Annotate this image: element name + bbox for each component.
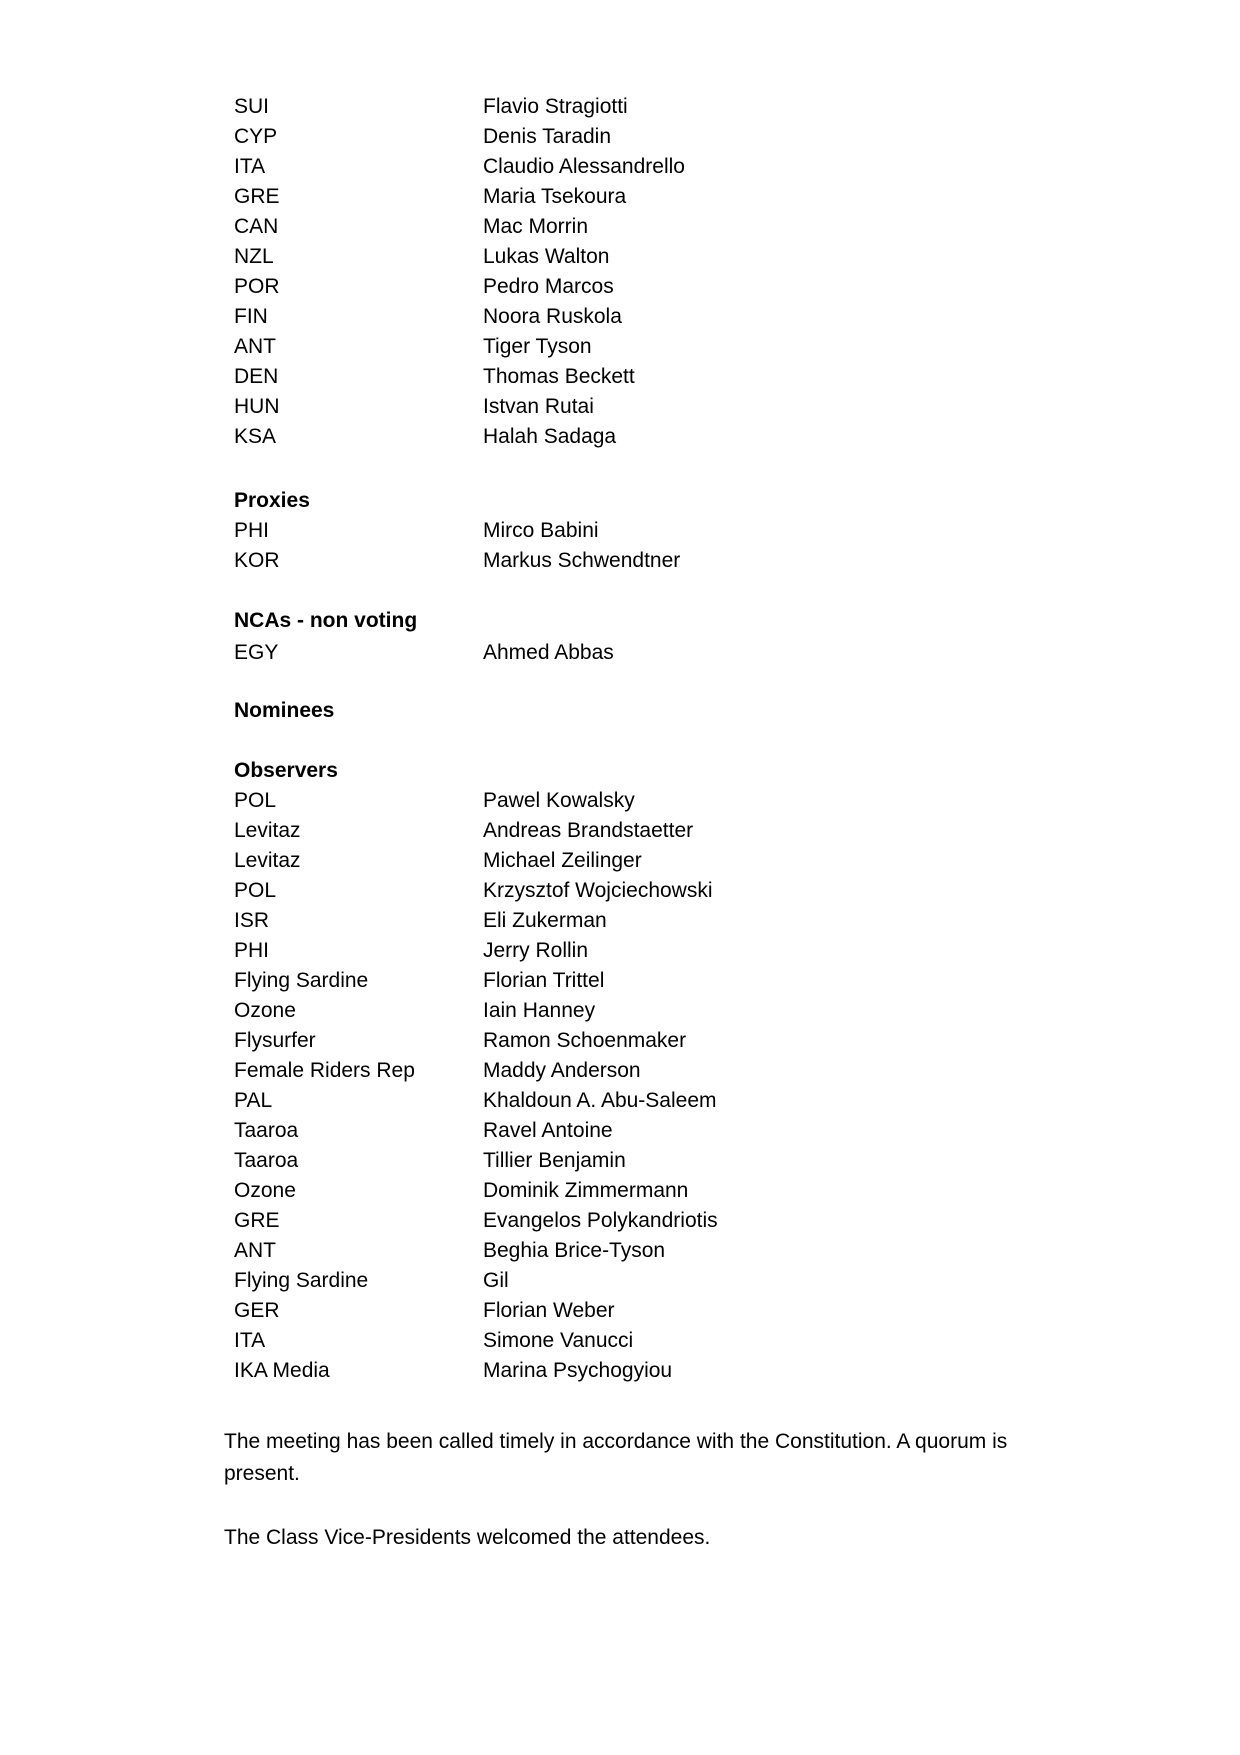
organization: ANT: [234, 1239, 276, 1262]
person-name: Evangelos Polykandriotis: [483, 1209, 718, 1232]
person-name: Khaldoun A. Abu-Saleem: [483, 1089, 717, 1112]
person-name: Krzysztof Wojciechowski: [483, 879, 713, 902]
person-name: Pawel Kowalsky: [483, 789, 635, 812]
list-item: [234, 422, 1034, 452]
list-item: [234, 1356, 1034, 1386]
country-code: KOR: [234, 549, 280, 572]
list-item: [234, 302, 1034, 332]
list-item: [234, 272, 1034, 302]
person-name: Mirco Babini: [483, 519, 599, 542]
list-item: [234, 152, 1034, 182]
list-item: [234, 1296, 1034, 1326]
organization: Ozone: [234, 1179, 296, 1202]
person-name: Gil: [483, 1269, 509, 1292]
person-name: Tiger Tyson: [483, 335, 592, 358]
proxies-list: [234, 516, 1034, 576]
country-code: NZL: [234, 245, 274, 268]
organization: Ozone: [234, 999, 296, 1022]
ncas-list: [234, 638, 1034, 668]
person-name: Marina Psychogyiou: [483, 1359, 673, 1382]
person-name: Markus Schwendtner: [483, 549, 681, 572]
person-name: Eli Zukerman: [483, 909, 607, 932]
country-code: GRE: [234, 185, 280, 208]
person-name: Dominik Zimmermann: [483, 1179, 689, 1202]
person-name: Simone Vanucci: [483, 1329, 634, 1352]
organization: Levitaz: [234, 849, 301, 872]
list-item: [234, 1176, 1034, 1206]
list-item: [234, 638, 1034, 668]
list-item: [234, 362, 1034, 392]
organization: ITA: [234, 1329, 266, 1352]
list-item: [234, 1326, 1034, 1356]
person-name: Maria Tsekoura: [483, 185, 627, 208]
organization: Levitaz: [234, 819, 301, 842]
organization: POL: [234, 879, 277, 902]
person-name: Ravel Antoine: [483, 1119, 613, 1142]
person-name: Jerry Rollin: [483, 939, 589, 962]
list-item: [234, 242, 1034, 272]
country-code: PHI: [234, 519, 270, 542]
nominees-heading: Nominees: [234, 699, 335, 722]
list-item: [234, 392, 1034, 422]
proxies-heading: Proxies: [234, 489, 310, 512]
person-name: Lukas Walton: [483, 245, 610, 268]
country-code: SUI: [234, 95, 270, 118]
list-item: [234, 966, 1034, 996]
list-item: [234, 516, 1034, 546]
organization: Taaroa: [234, 1119, 299, 1142]
person-name: Andreas Brandstaetter: [483, 819, 694, 842]
organization: GER: [234, 1299, 280, 1322]
person-name: Ahmed Abbas: [483, 641, 614, 664]
organization: Flying Sardine: [234, 1269, 369, 1292]
welcome-paragraph: The Class Vice-Presidents welcomed the attendees.: [224, 1526, 711, 1549]
country-code: EGY: [234, 641, 279, 664]
person-name: Claudio Alessandrello: [483, 155, 685, 178]
organization: Flysurfer: [234, 1029, 316, 1052]
list-item: [234, 546, 1034, 576]
person-name: Ramon Schoenmaker: [483, 1029, 687, 1052]
person-name: Florian Trittel: [483, 969, 605, 992]
list-item: [234, 906, 1034, 936]
person-name: Pedro Marcos: [483, 275, 614, 298]
country-code: CYP: [234, 125, 278, 148]
list-item: [234, 936, 1034, 966]
person-name: Iain Hanney: [483, 999, 596, 1022]
country-code: ITA: [234, 155, 266, 178]
country-code: POR: [234, 275, 280, 298]
list-item: [234, 1146, 1034, 1176]
person-name: Michael Zeilinger: [483, 849, 642, 872]
list-item: [234, 846, 1034, 876]
organization: Taaroa: [234, 1149, 299, 1172]
observers-list: [234, 786, 1034, 1386]
list-item: [234, 876, 1034, 906]
person-name: Beghia Brice-Tyson: [483, 1239, 666, 1262]
list-item: [234, 1056, 1034, 1086]
country-code: ANT: [234, 335, 276, 358]
person-name: Maddy Anderson: [483, 1059, 641, 1082]
list-item: [234, 996, 1034, 1026]
list-item: [234, 332, 1034, 362]
observers-heading: Observers: [234, 759, 338, 782]
country-code: HUN: [234, 395, 280, 418]
person-name: Denis Taradin: [483, 125, 612, 148]
list-item: [234, 1266, 1034, 1296]
ncas-heading: NCAs - non voting: [234, 609, 418, 632]
country-code: DEN: [234, 365, 279, 388]
list-item: [234, 816, 1034, 846]
list-item: [234, 1206, 1034, 1236]
person-name: Istvan Rutai: [483, 395, 594, 418]
list-item: [234, 1086, 1034, 1116]
organization: IKA Media: [234, 1359, 330, 1382]
person-name: Mac Morrin: [483, 215, 589, 238]
organization: PAL: [234, 1089, 273, 1112]
person-name: Florian Weber: [483, 1299, 615, 1322]
organization: GRE: [234, 1209, 280, 1232]
list-item: [234, 1116, 1034, 1146]
person-name: Thomas Beckett: [483, 365, 635, 388]
organization: ISR: [234, 909, 270, 932]
list-item: [234, 182, 1034, 212]
country-code: CAN: [234, 215, 279, 238]
list-item: [234, 212, 1034, 242]
person-name: Flavio Stragiotti: [483, 95, 628, 118]
list-item: [234, 786, 1034, 816]
organization: Flying Sardine: [234, 969, 369, 992]
country-code: FIN: [234, 305, 268, 328]
members-list: [234, 92, 1034, 452]
organization: PHI: [234, 939, 270, 962]
list-item: [234, 1026, 1034, 1056]
person-name: Halah Sadaga: [483, 425, 617, 448]
country-code: KSA: [234, 425, 277, 448]
person-name: Noora Ruskola: [483, 305, 622, 328]
quorum-paragraph: The meeting has been called timely in accordance with the Constitution. A quorum is present.: [224, 1430, 1008, 1485]
list-item: [234, 122, 1034, 152]
organization: POL: [234, 789, 277, 812]
person-name: Tillier Benjamin: [483, 1149, 626, 1172]
list-item: [234, 1236, 1034, 1266]
list-item: [234, 92, 1034, 122]
organization: Female Riders Rep: [234, 1059, 415, 1082]
